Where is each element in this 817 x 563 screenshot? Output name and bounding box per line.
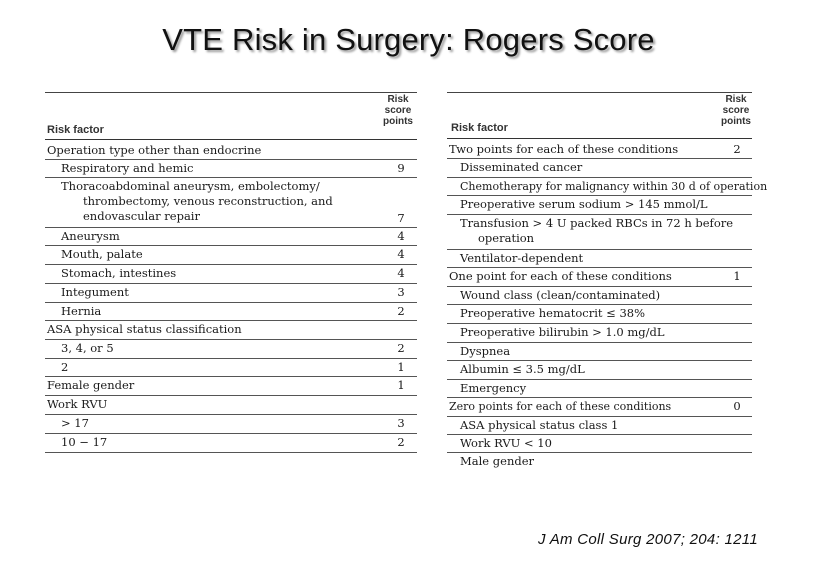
table-row	[447, 177, 768, 196]
row-label-line3: endovascular repair	[83, 209, 200, 223]
row-points: 4	[397, 247, 405, 261]
row-points: 7	[397, 211, 405, 225]
row-label: Mouth, palate	[61, 247, 143, 261]
table-row	[447, 267, 752, 287]
left-header-points-line3: points	[383, 116, 413, 127]
row-points: 4	[397, 229, 405, 243]
table-row	[447, 158, 752, 178]
table-row	[45, 141, 417, 160]
table-row	[447, 249, 752, 268]
table-row	[45, 264, 417, 284]
table-row	[447, 360, 752, 380]
citation: J Am Coll Surg 2007; 204: 1211	[538, 531, 758, 548]
table-row	[447, 434, 752, 453]
table-row	[447, 140, 752, 159]
row-points: 1	[397, 378, 405, 392]
table-row	[447, 397, 752, 417]
left-header-points-line1: Risk	[387, 94, 409, 105]
table-row	[45, 339, 417, 359]
right-header-points-line2: score	[722, 105, 750, 116]
row-label: Work RVU < 10	[460, 436, 552, 450]
table-row	[45, 395, 417, 415]
slide-title: VTE Risk in Surgery: Rogers Score	[162, 22, 655, 57]
row-label: Albumin ≤ 3.5 mg/dL	[460, 362, 585, 376]
right-header-factor: Risk factor	[451, 122, 508, 134]
row-label: Two points for each of these conditions	[449, 142, 679, 156]
row-label: Wound class (clean/contaminated)	[460, 288, 661, 302]
row-label: 3, 4, or 5	[61, 341, 114, 355]
table-top-rule	[45, 92, 417, 93]
row-label: 2	[61, 360, 69, 374]
row-label: Aneurysm	[61, 229, 120, 243]
table-row	[447, 323, 752, 343]
table-row	[45, 177, 417, 228]
table-row	[447, 214, 752, 250]
row-points: 2	[397, 435, 405, 449]
row-label: > 17	[61, 416, 89, 430]
table-row	[447, 342, 752, 361]
table-row	[45, 358, 417, 377]
table-row	[447, 452, 752, 469]
table-row	[45, 376, 417, 396]
table-row	[447, 379, 752, 398]
table-row	[45, 227, 417, 246]
right-header-points-line3: points	[721, 116, 751, 127]
row-label: Respiratory and hemic	[61, 161, 194, 175]
right-header-points-line1: Risk	[725, 94, 747, 105]
right-header-points	[719, 94, 753, 127]
row-points: 3	[397, 416, 405, 430]
row-label: Work RVU	[47, 397, 108, 411]
row-points: 2	[397, 304, 405, 318]
row-label: Preoperative hematocrit ≤ 38%	[460, 306, 646, 320]
table-row	[45, 159, 417, 178]
table-row	[447, 195, 752, 215]
row-points: 1	[733, 269, 741, 283]
table-row	[45, 283, 417, 303]
table-row	[45, 245, 417, 265]
row-label: Operation type other than endocrine	[47, 143, 262, 157]
row-label-line2: operation	[478, 231, 535, 245]
row-label: ASA physical status class 1	[460, 418, 619, 432]
table-row	[447, 304, 752, 324]
row-points: 4	[397, 266, 405, 280]
row-label: Dyspnea	[460, 344, 511, 358]
row-label: Stomach, intestines	[61, 266, 177, 280]
table-row	[447, 286, 752, 305]
row-points: 0	[733, 399, 741, 413]
row-label: One point for each of these conditions	[449, 269, 672, 283]
table-row	[447, 416, 752, 435]
row-label: Male gender	[460, 454, 535, 468]
row-label: Preoperative serum sodium > 145 mmol/L	[460, 197, 708, 211]
right-header-rule	[447, 138, 752, 139]
table-row	[45, 320, 417, 340]
left-header-points	[379, 94, 417, 127]
table-top-rule	[447, 92, 752, 93]
row-label: 10 − 17	[61, 435, 108, 449]
row-label: Zero points for each of these conditions	[449, 400, 672, 413]
row-label: Emergency	[460, 381, 527, 395]
row-label: Transfusion > 4 U packed RBCs in 72 h before	[460, 216, 734, 230]
left-risk-table	[45, 92, 417, 460]
row-label: Thoracoabdominal aneurysm, embolectomy/	[61, 179, 320, 193]
row-label: Integument	[61, 285, 129, 299]
row-label: ASA physical status classification	[47, 322, 242, 336]
left-header-points-line2: score	[384, 105, 412, 116]
row-points: 9	[397, 161, 405, 175]
table-row	[45, 302, 417, 321]
right-risk-table	[447, 92, 768, 470]
row-label: Preoperative bilirubin > 1.0 mg/dL	[460, 325, 665, 339]
row-points: 2	[397, 341, 405, 355]
row-points: 2	[733, 142, 741, 156]
table-cutoff-fade	[45, 455, 417, 460]
left-header-factor: Risk factor	[47, 124, 104, 136]
row-points: 1	[397, 360, 405, 374]
table-row	[45, 414, 417, 434]
row-label: Hernia	[61, 304, 102, 318]
table-row	[45, 433, 417, 453]
row-label: Ventilator-dependent	[460, 251, 584, 265]
left-header-rule	[45, 139, 417, 140]
row-label: Female gender	[47, 378, 135, 392]
row-label-line2: thrombectomy, venous reconstruction, and	[83, 194, 333, 208]
row-label: Chemotherapy for malignancy within 30 d of operation	[460, 180, 768, 193]
row-label: Disseminated cancer	[460, 160, 583, 174]
row-points: 3	[397, 285, 405, 299]
